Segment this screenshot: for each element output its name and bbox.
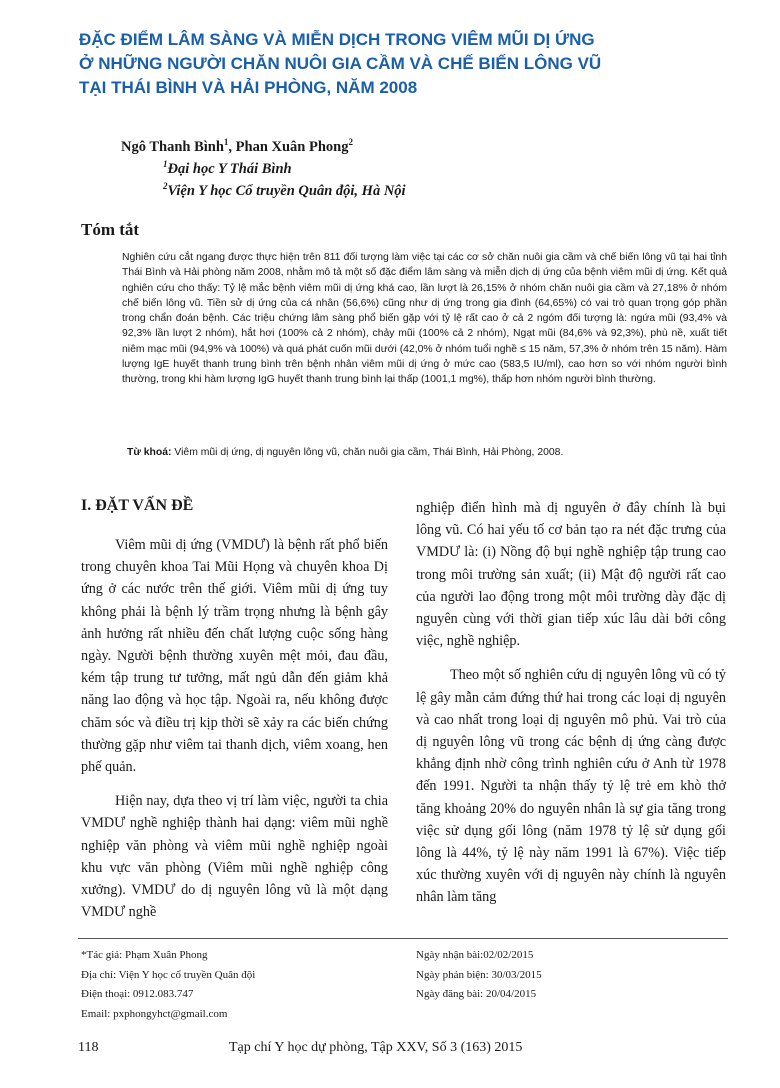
author-2: Phan Xuân Phong xyxy=(235,139,349,155)
affiliation-2 xyxy=(121,180,406,202)
paragraph: Hiện nay, dựa theo vị trí làm việc, người ta chia VMDƯ nghề nghiệp thành hai dạng: viêm mũi nghề nghiệp văn phòng và viêm mũi nghề nghiệp ngoài khu vực văn phòng (Viêm mũi nghề nghiệp công xưởng). VMDƯ do dị nguyên lông vũ là một dạng VMDƯ nghề xyxy=(81,793,388,921)
paragraph: nghiệp điển hình mà dị nguyên ở đây chính là bụi lông vũ. Có hai yếu tố cơ bản tạo ra nét đặc trưng của VMDƯ là: (i) Nồng độ bụi nghề nghiệp tập trung cao trong môi trường sản xuất; (ii) Mật độ người rất cao của người lao động trong một môi trường dày đặc dị nguyên cùng với thời gian tiếp xúc lâu dài bởi công việc, nghề nghiệp. xyxy=(416,500,726,650)
date-reviewed: Ngày phản biện: 30/03/2015 xyxy=(416,968,542,981)
paragraph: Viêm mũi dị ứng (VMDƯ) là bệnh rất phổ biến trong chuyên khoa Tai Mũi Họng và chuyên khoa Dị ứng ở các nước trên thế giới. Viêm mũi dị ứng tuy không phải là bệnh lý trầm trọng nhưng là bệnh gây ảnh hưởng rất nhiều đến chất lượng cuộc sống hàng ngày. Người bệnh thường xuyên mệt mỏi, đau đầu, kém tập trung tư tưởng, mất ngủ dẫn đến giảm khả năng lao động và học tập. Ngoài ra, nếu không được chăm sóc và điều trị kịp thời sẽ xảy ra các biến chứng thường gặp như viêm tai thanh dịch, viêm xoang, hen phế quản. xyxy=(81,537,388,776)
author-separator: , xyxy=(228,139,236,155)
article-title xyxy=(79,28,679,100)
footnote-divider xyxy=(78,938,728,939)
footnote-phone: Điện thoại: 0912.083.747 xyxy=(81,988,194,1000)
keywords xyxy=(127,445,727,460)
article-dates xyxy=(416,946,726,1005)
title-line-1: ĐẶC ĐIỂM LÂM SÀNG VÀ MIỄN DỊCH TRONG VIÊM MŨI DỊ ỨNG xyxy=(79,30,595,49)
body-column-right xyxy=(416,497,726,909)
paragraph: Theo một số nghiên cứu dị nguyên lông vũ có tỷ lệ gây mẫn cảm đứng thứ hai trong các loại dị nguyên và cao nhất trong loại dị nguyên mô phủ. Vai trò của dị nguyên lông vũ trong các bệnh dị ứng càng được khẳng định nhờ công trình nghiên cứu ở Anh từ 1978 đến 1991. Người ta nhận thấy tỷ lệ trẻ em khò thở tăng khoảng 20% do nguyên nhân là sự gia tăng trong việc sử dụng gối lông (năm 1978 tỷ lệ sử dụng gối lông là 44%, tỷ lệ này năm 1991 là 67%). Việc tiếp xúc thường xuyên với dị nguyên này chính là nguyên nhân làm tăng xyxy=(416,667,726,906)
body-column-left xyxy=(81,534,388,923)
abstract-text: Nghiên cứu cắt ngang được thực hiện trên 811 đối tượng làm việc tại các cơ sở chăn nuôi gia cầm và chế biến lông vũ tại hai tỉnh Thái Bình và Hải phòng năm 2008, nhằm mô tả một số đặc điểm lâm sàng và miễn dịch dị ứng của bệnh viêm mũi dị ứng. Kết quả nghiên cứu cho thấy: Tỷ lệ mắc bệnh viêm mũi dị ứng khá cao, lần lượt là 26,15% ở nhóm chăn nuôi gia cầm và 27,18% ở nhóm chế biến lông vũ. Tiền sử dị ứng của cá nhân (56,6%) cũng như dị ứng trong gia đình (64,65%) có vai trò quan trọng góp phần trong chẩn đoán bệnh. Các triệu chứng lâm sàng phổ biến gặp với tỷ lệ rất cao ở cả 2 ngóm đối tượng là: ngứa mũi (93,4% và 92,3% lần lượt 2 nhóm), hắt hơi (100% cả 2 nhóm), chảy mũi (100% cả 2 nhóm), Ngạt mũi (84,6% và 92,3%), phù nề, xuất tiết niêm mạc mũi (94,9% và 100%) và quá phát cuốn mũi dưới (42,0% ở nhóm tuổi nghề ≤ 15 năm, 57,3% ở nhóm trên 15 năm). Hàm lượng IgE huyết thanh trung bình trên bệnh nhân viêm mũi dị ứng ở mức cao (583,5 IU/ml), cao hơn so với nhóm người bình thường, trong khi hàm lượng IgG huyết thanh trung bình lại thấp (1001,1 mg%), thấp hơn nhóm người bình thường. xyxy=(122,252,727,386)
affiliation-1 xyxy=(121,158,406,180)
affiliation-1-sup: 1 xyxy=(163,159,168,170)
author-block xyxy=(121,136,406,202)
footnotes xyxy=(81,946,391,1024)
footnote-email: Email: pxphongyhct@gmail.com xyxy=(81,1007,228,1020)
title-line-3: TẠI THÁI BÌNH VÀ HẢI PHÒNG, NĂM 2008 xyxy=(79,78,418,97)
footnote-address: Địa chỉ: Viện Y học cổ truyền Quân đội xyxy=(81,968,256,981)
author-2-sup: 2 xyxy=(348,137,353,148)
keywords-text: Viêm mũi dị ứng, dị nguyên lông vũ, chăn nuôi gia cầm, Thái Bình, Hải Phòng, 2008. xyxy=(171,447,564,458)
keywords-label: Từ khoá: xyxy=(127,447,172,458)
author-1: Ngô Thanh Bình xyxy=(121,139,224,155)
affiliation-1-text: Đại học Y Thái Bình xyxy=(167,161,292,177)
footnote-author: *Tác giả: Phạm Xuân Phong xyxy=(81,949,208,961)
date-published: Ngày đăng bài: 20/04/2015 xyxy=(416,988,537,1000)
affiliation-2-text: Viện Y học Cổ truyền Quân đội, Hà Nội xyxy=(167,183,406,199)
section-heading: I. ĐẶT VẤN ĐỀ xyxy=(81,497,194,514)
author-1-sup: 1 xyxy=(223,137,229,148)
author-names xyxy=(121,136,406,158)
title-line-2: Ở NHỮNG NGƯỜI CHĂN NUÔI GIA CẦM VÀ CHẾ BIẾN LÔNG VŨ xyxy=(79,54,602,73)
page-number: 118 xyxy=(78,1040,99,1055)
journal-citation: Tạp chí Y học dự phòng, Tập XXV, Số 3 (163) 2015 xyxy=(229,1040,523,1055)
abstract-heading: Tóm tắt xyxy=(81,220,140,239)
date-received: Ngày nhận bài:02/02/2015 xyxy=(416,949,534,961)
affiliation-2-sup: 2 xyxy=(163,181,168,192)
